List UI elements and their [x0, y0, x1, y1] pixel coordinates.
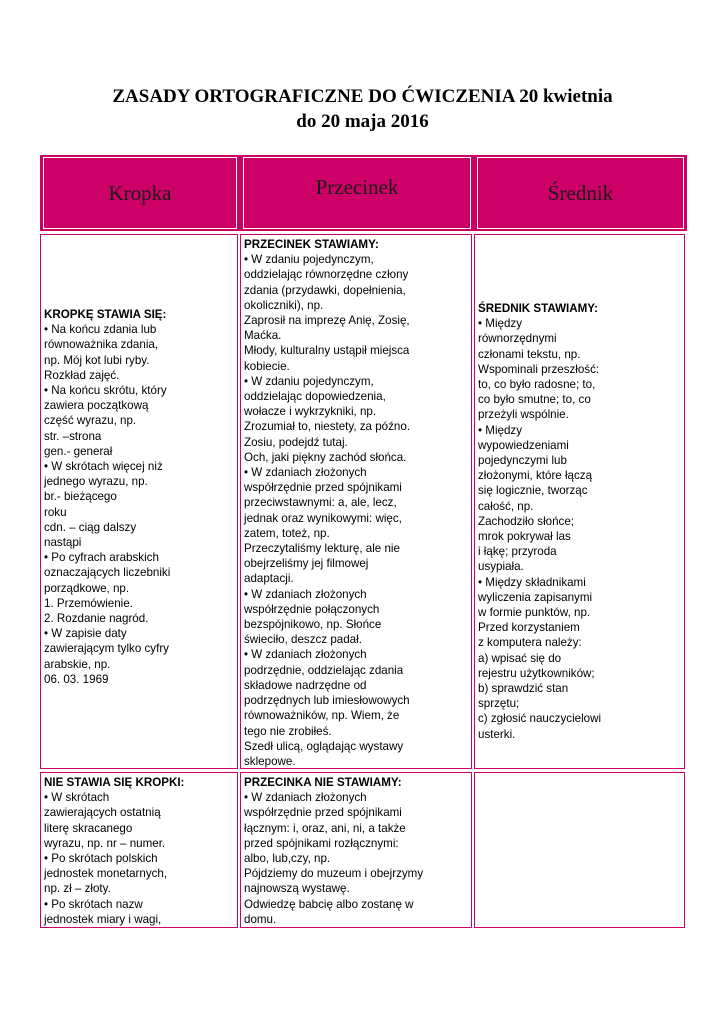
cell-text-line: • W zdaniu pojedynczym,: [244, 253, 374, 267]
cell-heading: PRZECINEK STAWIAMY:: [244, 238, 379, 251]
cell-text-line: się logicznie, tworząc: [478, 484, 588, 498]
cell-text-line: okoliczniki), np.: [244, 298, 324, 312]
cell-text-line: 06. 03. 1969: [44, 672, 109, 686]
cell-text-line: zawierającym tylko cyfry: [44, 642, 169, 656]
cell-srednik-empty: [474, 772, 685, 928]
cell-text-line: oznaczających liczebniki: [44, 566, 171, 580]
cell-heading: ŚREDNIK STAWIAMY:: [478, 302, 599, 315]
cell-text-line: • W skrótach więcej niż: [44, 460, 163, 474]
cell-text-line: zatem, toteż, np.: [244, 526, 330, 540]
cell-text-line: c) zgłosić nauczycielowi: [478, 712, 602, 726]
cell-text-line: zdania (przydawki, dopełnienia,: [244, 283, 406, 297]
cell-text-line: • Po skrótach polskich: [44, 852, 158, 866]
document-title: [40, 84, 685, 134]
cell-text-line: • Między: [478, 423, 523, 437]
cell-text-line: oddzielając dopowiedzenia,: [244, 390, 386, 404]
header-przecinek: Przecinek: [315, 175, 399, 199]
cell-text-line: str. –strona: [44, 429, 102, 443]
cell-heading: KROPKĘ STAWIA SIĘ:: [44, 308, 167, 321]
cell-text-line: Wspominali przeszłość:: [478, 362, 600, 376]
cell-text-line: jednostek miary i wagi,: [44, 912, 162, 926]
cell-heading: PRZECINKA NIE STAWIAMY:: [244, 776, 402, 789]
cell-text-line: równorzędnymi: [478, 332, 557, 346]
cell-heading: NIE STAWIA SIĘ KROPKI:: [44, 776, 185, 789]
cell-text-line: rejestru użytkowników;: [478, 666, 595, 680]
cell-text-line: podrzędnych lub imiesłowowych: [244, 694, 410, 708]
cell-text-line: • Między składnikami: [478, 575, 586, 589]
title-line-1: ZASADY ORTOGRAFICZNE DO ĆWICZENIA 20 kwietnia: [112, 86, 613, 107]
cell-text-line: Zosiu, podejdź tutaj.: [244, 435, 348, 449]
cell-text-line: przed spójnikami rozłącznymi:: [244, 836, 399, 850]
cell-text-line: gen.- generał: [44, 444, 113, 458]
cell-text-line: równoważnika zdania,: [44, 338, 159, 352]
cell-text-line: • W zapisie daty: [44, 627, 127, 641]
cell-text-line: oddzielając równorzędne człony: [244, 268, 409, 282]
cell-text-line: • W zdaniach złożonych: [244, 791, 367, 805]
cell-text-line: porządkowe, np.: [44, 581, 130, 595]
cell-text-line: b) sprawdzić stan: [478, 682, 569, 696]
cell-text-line: część wyrazu, np.: [44, 414, 137, 428]
cell-text-line: przeciwstawnymi: a, ale, lecz,: [244, 496, 397, 510]
header-srednik: Średnik: [547, 181, 614, 205]
cell-text-line: cdn. – ciąg dalszy: [44, 520, 137, 534]
cell-text-line: • W zdaniach złożonych: [244, 466, 367, 480]
cell-text-line: albo, lub,czy, np.: [244, 852, 331, 866]
cell-kropka-stawia: [40, 234, 238, 769]
cell-text-line: Młody, kulturalny ustąpił miejsca: [244, 344, 410, 358]
header-cell-srednik: [474, 155, 687, 231]
cell-text-line: 2. Rozdanie nagród.: [44, 612, 149, 626]
cell-text-line: podrzędnie, oddzielając zdania: [244, 663, 404, 677]
cell-text-line: równoważników, np. Wiem, że: [244, 709, 400, 723]
cell-kropka-nie-stawia: [40, 772, 238, 928]
cell-text-line: wypowiedzeniami: [478, 438, 569, 452]
cell-text-line: • W zdaniach złożonych: [244, 587, 367, 601]
cell-text-line: współrzędnie przed spójnikami: [244, 481, 402, 495]
cell-text-line: • W zdaniu pojedynczym,: [244, 374, 374, 388]
cell-text-line: Przeczytaliśmy lekturę, ale nie: [244, 542, 400, 556]
cell-text-line: wołacze i wykrzykniki, np.: [244, 405, 377, 419]
cell-text-line: • Na końcu skrótu, który: [44, 384, 167, 398]
cell-text-line: jednego wyrazu, np.: [44, 475, 148, 489]
cell-text-line: domu.: [244, 912, 277, 926]
cell-text-line: co było smutne; to, co: [478, 393, 591, 407]
cell-text-line: wyrazu, np. nr – numer.: [44, 836, 166, 850]
cell-text-line: pojedynczymi lub: [478, 454, 567, 468]
cell-text-line: najnowszą wystawę.: [244, 882, 350, 896]
cell-text-line: członami tekstu, np.: [478, 347, 581, 361]
cell-text-line: i łąkę; przyroda: [478, 545, 557, 559]
cell-text-line: składowe nadrzędne od: [244, 678, 367, 692]
cell-text-line: • Na końcu zdania lub: [44, 323, 157, 337]
cell-text-line: nastąpi: [44, 536, 82, 550]
cell-text-line: całość, np.: [478, 499, 534, 513]
cell-text-line: Przed korzystaniem: [478, 621, 580, 635]
cell-text-line: Pójdziemy do muzeum i obejrzymy: [244, 867, 424, 881]
cell-text-line: zawierających ostatnią: [44, 806, 161, 820]
cell-text-line: to, co było radosne; to,: [478, 378, 596, 392]
cell-text-line: łącznym: i, oraz, ani, ni, a także: [244, 821, 406, 835]
cell-text-line: usterki.: [478, 727, 516, 741]
cell-text-line: Zrozumiał to, niestety, za późno.: [244, 420, 411, 434]
cell-text-line: • W skrótach: [44, 791, 110, 805]
cell-text-line: wyliczenia zapisanymi: [478, 590, 593, 604]
cell-przecinek-nie-stawiamy: [240, 772, 472, 928]
cell-text-line: złożonymi, które łączą: [478, 469, 593, 483]
title-line-2: do 20 maja 2016: [296, 111, 429, 132]
cell-text-line: adaptacji.: [244, 572, 294, 586]
cell-text-line: współrzędnie połączonych: [244, 602, 380, 616]
cell-text-line: kobiecie.: [244, 359, 290, 373]
cell-text-line: Zachodziło słońce;: [478, 514, 575, 528]
header-cell-przecinek: [240, 155, 474, 231]
cell-text-line: 1. Przemówienie.: [44, 596, 133, 610]
cell-text-line: • Po skrótach nazw: [44, 897, 143, 911]
cell-text-line: obejrzeliśmy jej filmowej: [244, 557, 369, 571]
cell-przecinek-stawiamy: [240, 234, 472, 769]
cell-text-line: Zaprosił na imprezę Anię, Zosię,: [244, 314, 410, 328]
cell-text-line: jednostek monetarnych,: [44, 867, 168, 881]
cell-text-line: Maćka.: [244, 329, 282, 343]
cell-text-line: a) wpisać się do: [478, 651, 562, 665]
cell-text-line: np. Mój kot lubi ryby.: [44, 353, 150, 367]
cell-text-line: bezspójnikowo, np. Słońce: [244, 618, 382, 632]
cell-text-line: Odwiedzę babcię albo zostanę w: [244, 897, 414, 911]
cell-text-line: np. zł – złoty.: [44, 882, 111, 896]
cell-text-line: tego nie zrobiłeś.: [244, 724, 332, 738]
cell-text-line: br.- bieżącego: [44, 490, 117, 504]
cell-text-line: literę skracanego: [44, 821, 133, 835]
cell-text-line: Szedł ulicą, oglądając wystawy: [244, 739, 404, 753]
header-cell-kropka: [40, 155, 240, 231]
cell-text-line: Rozkład zajęć.: [44, 368, 120, 382]
cell-text-line: jednak oraz wynikowymi: więc,: [244, 511, 402, 525]
cell-text-line: • W zdaniach złożonych: [244, 648, 367, 662]
header-kropka: Kropka: [108, 181, 172, 205]
cell-text-line: zawiera początkową: [44, 399, 149, 413]
cell-text-line: • Między: [478, 317, 523, 331]
cell-text-line: roku: [44, 505, 67, 519]
cell-text-line: mrok pokrywał las: [478, 530, 571, 544]
cell-text-line: świeciło, deszcz padał.: [244, 633, 362, 647]
cell-text-line: z komputera należy:: [478, 636, 582, 650]
cell-text-line: współrzędnie przed spójnikami: [244, 806, 402, 820]
cell-text-line: usypiała.: [478, 560, 524, 574]
cell-text-line: sklepowe.: [244, 754, 296, 768]
cell-text-line: przeżyli wspólnie.: [478, 408, 569, 422]
cell-text-line: • Po cyfrach arabskich: [44, 551, 159, 565]
cell-text-line: sprzętu;: [478, 697, 520, 711]
cell-text-line: Och, jaki piękny zachód słońca.: [244, 450, 407, 464]
cell-text-line: arabskie, np.: [44, 657, 111, 671]
cell-srednik-stawiamy: [474, 234, 685, 769]
cell-text-line: w formie punktów, np.: [478, 606, 591, 620]
